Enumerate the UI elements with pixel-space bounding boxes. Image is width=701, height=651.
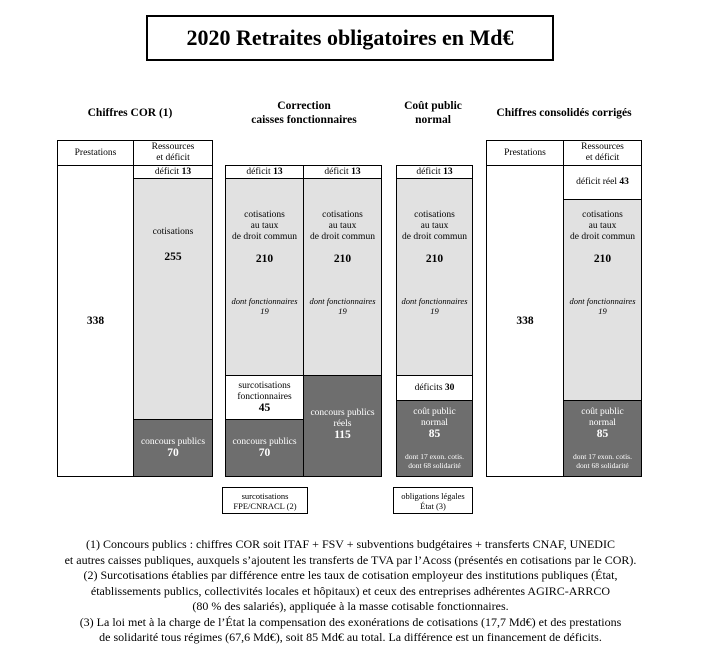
cor-concours-cell	[133, 419, 213, 477]
cout-deficits-cell	[396, 375, 473, 401]
header-chiffres-cor: Chiffres COR (1)	[87, 107, 173, 119]
cout-dont	[397, 296, 472, 316]
page-title: 2020 Retraites obligatoires en Md€	[146, 15, 554, 61]
corr-right-deficit-cell	[303, 165, 382, 179]
cons-cotis-text	[564, 210, 641, 243]
cout-cotis-line1: cotisations	[414, 210, 455, 220]
cout-cotis-text	[397, 210, 472, 243]
corr-surcot-note	[222, 487, 308, 514]
cor-deficit-value: 13	[181, 166, 192, 177]
cor-ressources-header	[133, 140, 213, 166]
cons-ressources-line1: Ressources	[581, 142, 624, 152]
corr-left-cotis-line1: cotisations	[244, 210, 285, 220]
cons-cout-cell	[563, 400, 642, 477]
footnote-2-line1: (2) Surcotisations établies par différence entre les taux de cotisation employeur des institutions publiques (État,	[83, 568, 618, 582]
cout-dont-label: dont fonctionnaires	[401, 296, 468, 306]
corr-right-dont-value: 19	[338, 306, 347, 316]
corr-left-surcot-line2: fonctionnaires	[237, 392, 292, 402]
cout-public-text	[397, 407, 472, 440]
corr-left-dont-value: 19	[260, 306, 269, 316]
cout-public-value: 85	[428, 428, 441, 440]
header-cout-line2: normal	[415, 114, 451, 126]
cor-deficit-cell	[133, 165, 213, 179]
corr-left-dont-label: dont fonctionnaires	[231, 296, 298, 306]
cor-deficit-label: déficit	[154, 166, 180, 177]
footnote-1-line1: (1) Concours publics : chiffres COR soit ITAF + FSV + subventions budgétaires + transferts CNAF, UNEDIC	[86, 537, 615, 551]
cout-deficits-value: 30	[444, 382, 455, 393]
cout-dont-value: 19	[430, 306, 439, 316]
cout-deficit-cell	[396, 165, 473, 179]
header-correction-line2: caisses fonctionnaires	[251, 114, 357, 126]
header-correction	[224, 99, 384, 127]
cons-cout-line1: coût public	[581, 407, 624, 417]
footnote-2-line3: (80 % des salariés), appliquée à la masse cotisable fonctionnaires.	[192, 599, 509, 613]
corr-left-deficit-value: 13	[273, 166, 283, 177]
cons-deficit-cell	[563, 165, 642, 200]
corr-right-concours-value: 115	[334, 429, 351, 441]
corr-left-surcot-line1: surcotisations	[238, 381, 291, 391]
corr-left-cotis-line3: de droit commun	[232, 232, 297, 242]
header-consolides: Chiffres consolidés corrigés	[496, 107, 632, 119]
cout-obligations-note	[393, 487, 473, 514]
cons-deficit-value: 43	[619, 177, 629, 187]
cor-cotisations-label: cotisations	[152, 227, 194, 237]
cout-public-cell	[396, 400, 473, 477]
cout-public-line1: coût public	[413, 407, 456, 417]
cons-cotis-line3: de droit commun	[570, 232, 635, 242]
cons-dont-label: dont fonctionnaires	[569, 296, 636, 306]
cons-cout-detail	[564, 452, 641, 470]
cons-dont-value: 19	[598, 306, 607, 316]
corr-right-concours-line2: réels	[333, 419, 352, 429]
cout-deficits-label: déficits	[414, 382, 443, 393]
cons-prestations-header: Prestations	[486, 140, 564, 166]
footnotes	[0, 537, 701, 646]
cons-cotis-line1: cotisations	[582, 210, 623, 220]
corr-right-cotis-value: 210	[333, 253, 352, 265]
corr-surcot-note-line1: surcotisations	[241, 490, 289, 501]
corr-right-deficit-label: déficit	[324, 166, 349, 177]
footnote-3-line1: (3) La loi met à la charge de l’État la compensation des exonérations de cotisations (17,7 Md€) et des prestations	[79, 614, 622, 629]
corr-right-concours-cell	[303, 375, 382, 477]
cons-dont	[564, 296, 641, 316]
footnote-3-line2: de solidarité tous régimes (67,6 Md€), soit 85 Md€ au total. La différence est un financement de déficits.	[99, 630, 602, 644]
corr-left-cotisations-cell	[225, 178, 304, 376]
cons-cout-value: 85	[596, 428, 609, 440]
cons-prestations-value: 338	[516, 314, 534, 327]
cor-cotisations-cell	[133, 178, 213, 420]
cons-cout-detail-2: dont 68 solidarité	[576, 461, 629, 470]
cor-prestations-bar	[57, 165, 134, 477]
cor-concours-label: concours publics	[140, 437, 206, 447]
cons-cout-text	[564, 407, 641, 440]
corr-left-deficit-label: déficit	[246, 166, 271, 177]
cons-cout-line2: normal	[589, 418, 616, 428]
cons-ressources-header	[563, 140, 642, 166]
corr-left-deficit-cell	[225, 165, 304, 179]
corr-left-surcot-value: 45	[258, 402, 271, 414]
cout-cotisations-cell	[396, 178, 473, 376]
corr-left-concours-value: 70	[258, 447, 271, 459]
cout-public-line2: normal	[421, 418, 448, 428]
cor-ressources-line1: Ressources	[151, 142, 195, 152]
cout-obligations-line2: État (3)	[420, 500, 446, 511]
corr-surcot-note-line2: FPE/CNRACL (2)	[233, 500, 297, 511]
corr-right-cotis-line1: cotisations	[322, 210, 363, 220]
cout-cotis-value: 210	[425, 253, 444, 265]
cons-prestations-bar	[486, 165, 564, 477]
cor-prestations-header: Prestations	[57, 140, 134, 166]
corr-right-deficit-value: 13	[351, 166, 361, 177]
corr-right-cotis-line2: au taux	[328, 221, 357, 231]
cor-concours-value: 70	[167, 447, 179, 459]
cor-prestations-value: 338	[86, 314, 105, 327]
cons-ressources-line2: et déficit	[585, 153, 620, 163]
header-cout-public	[393, 99, 473, 127]
cons-cotisations-cell	[563, 199, 642, 401]
cout-cotis-line3: de droit commun	[402, 232, 467, 242]
corr-right-cotisations-cell	[303, 178, 382, 376]
cout-public-detail	[397, 452, 472, 470]
corr-left-concours-cell	[225, 419, 304, 477]
corr-left-cotis-line2: au taux	[250, 221, 279, 231]
footnote-2-line2: établissements publics, collectivités locales et hôpitaux) et ceux des entreprises adhérentes AGIRC-ARRCO	[90, 583, 611, 598]
header-cout-line1: Coût public	[404, 100, 462, 112]
cout-deficit-label: déficit	[416, 166, 441, 177]
cout-cotis-line2: au taux	[420, 221, 449, 231]
corr-left-surcot-cell	[225, 375, 304, 420]
cons-cout-detail-1: dont 17 exon. cotis.	[573, 452, 632, 461]
cor-ressources-line2: et déficit	[156, 153, 190, 163]
cons-cotis-value: 210	[593, 253, 612, 265]
corr-right-cotis-text	[304, 210, 381, 243]
corr-left-concours-label: concours publics	[232, 437, 297, 447]
corr-right-concours-text	[304, 408, 381, 441]
corr-right-dont	[304, 296, 381, 316]
header-correction-line1: Correction	[277, 100, 331, 112]
cout-deficit-value: 13	[443, 166, 453, 177]
corr-right-dont-label: dont fonctionnaires	[309, 296, 376, 306]
corr-left-dont	[226, 296, 303, 316]
corr-right-concours-line1: concours publics	[310, 408, 375, 418]
footnote-1-line2: et autres caisses publiques, auxquels s’ajoutent les transferts de TVA par l’Acoss (présentés en cotisations par le COR).	[64, 552, 637, 567]
corr-right-cotis-line3: de droit commun	[310, 232, 375, 242]
cor-cotisations-value: 255	[164, 251, 182, 263]
corr-left-cotis-value: 210	[255, 253, 274, 265]
cons-deficit-label: déficit réel	[576, 177, 617, 187]
cons-cotis-line2: au taux	[588, 221, 617, 231]
cout-obligations-line1: obligations légales	[401, 490, 465, 501]
cout-public-detail-2: dont 68 solidarité	[408, 461, 461, 470]
cout-public-detail-1: dont 17 exon. cotis.	[405, 452, 464, 461]
corr-left-cotis-text	[226, 210, 303, 243]
